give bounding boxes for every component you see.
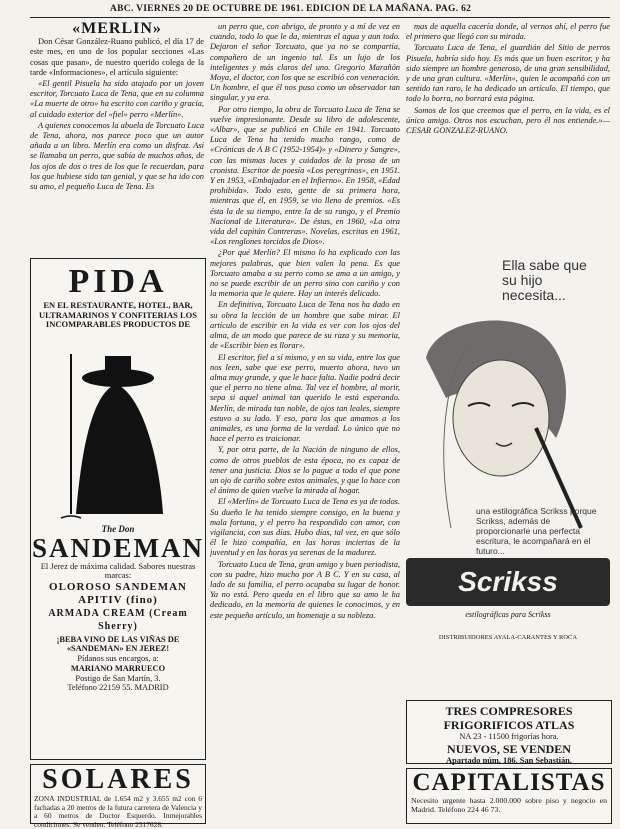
compresores-ad [406,700,612,764]
sandeman-orders: Pídanos sus encargos, a: [77,654,159,664]
capitalistas-text: Necesito urgente hasta 2.000.000 sobre piso y negocio en Madrid. Teléfono 224 46 73. [411,796,607,814]
article-column-3 [406,22,610,250]
solares-text: ZONA INDUSTRIAL de 1.654 m2 y 3.655 m2 con 6 fachadas a 20 metros de la futura carretera de Valencia y a 60 metros de Doctor Esquerdo. Inmejorables condiciones. Se venden. Teléfono 2517628. [34,794,202,829]
article-paragraph: El escritor, fiel a sí mismo, y en su vida, entre los que nos leen, sabe que ese perro, muerto ahora, tuvo un alma muy grande, y que le hace falta. Nadie podrá decir que el perro no tiene alma. Tal vez el hombre, al morir, sepa si aquel animal tan querido le está esperando. Merlín, de mirada tan noble, de ojos tan leales, siempre estuvo a su lado. Y eso, para los que amamos a los animales, es una forma de la verdad. Lo único que no hace el perro es traicionar. [210,352,400,444]
capitalistas-ad [406,768,612,824]
article-paragraph: Don César González-Ruano publicó, el día 17 de este mes, en uno de los popular secciones «Las cosas que pasan», de nuestro querido colega de la tarde «Informaciones», el artículo siguiente: [30,37,204,77]
compresores-detail: NA 23 - 11500 frigorías hora. [459,732,559,741]
capitalistas-title: CAPITALISTAS [412,769,606,796]
scrikss-ad [406,258,610,694]
article-paragraph: un perro que, con abrigo, de pronto y a mí de vez en cuando, todo lo que le da, mientras el agua y aun todo. Dejaron el señor Torcuato, que ya no se compartía, compañero de un ingenio tal. Es un lujo de los inteligentes y más claros del uno. Gregorio Marañón Moya, el doctor, con los que se escribió con veneración. Un hombre, el que él nos puso como un observador tan singular, y ya era. [210,22,400,103]
sandeman-ad [30,258,206,760]
article-paragraph: Somos de los que creemos que el perro, en la vida, es el único amigo. Otros nos escuchan, pero él nos entiende.»— CESAR GONZALEZ-RUANO. [406,105,610,136]
article-paragraph: Torcuato Luca de Tena, el guardián del Sitio de perros Pisuela, habría sido hoy. Es más que un buen escritor, y ha sido siempre un hombre generoso, de una gran sensibilidad, y de una gran cultura. «Merlín», quien le acompañó con un sentido tan raro, le ha dedicado un artículo. El tiempo, que todo lo borra, no borrará esta página. [406,43,610,104]
sandeman-brand: SANDEMAN [31,532,204,563]
article-paragraph: El «Merlín» de Torcuato Luca de Tena es ya de todos. Su dueño le ha tenido siempre consigo, en la buena y mala fortuna, y el perro ha respondido con amor, con vigilancia, con sus días. Hubo días, tal vez, en que sólo él le hizo compañía, en las horas inciertas de la juventud y en las horas ya serenas de la madurez. [210,497,400,558]
sandeman-mark: OLOROSO SANDEMAN [49,580,187,593]
sandeman-agent: MARIANO MARRUECO [70,663,166,673]
article-paragraph: mas de aquella cacería donde, al vernos ahí, el perro fue el primero que llegó con su mirada. [406,22,610,42]
article-paragraph: ¿Por qué Merlín? El mismo lo ha explicado con las mejores palabras, que bien valen la pena. Es que Torcuato amaba a su perro como se ama a un amigo, y no se puede escribir de un perro sino con cariño y con la memoria que le quiere. Hay un interés delicado. [210,248,400,299]
sandeman-logo-caption: The Don [101,523,135,534]
sandeman-mark: APITIV (fino) [78,593,158,606]
scrikss-logo: Scrikss [406,558,610,606]
compresores-sale: NUEVOS, SE VENDEN [447,741,571,756]
scrikss-distributors: DISTRIBUIDORES AYALA-CARANTES Y ROCA [438,634,578,641]
scrikss-slogan: estilográficas para Scrikss [465,610,551,619]
scrikss-tagline: una estilográfica Scrikss porque Scrikss, además de proporcionarle una perfecta escritura, le acompañará en el futuro... [476,506,597,556]
page-header: ABC. VIERNES 20 DE OCTUBRE DE 1961. EDICION DE LA MAÑANA. PAG. 62 [110,4,472,14]
article-paragraph: Por otro tiempo, la obra de Torcuato Luca de Tena se vuelve impresionante. Desde su libro de adolescente, «Albar», que se publicó en Chile en 1941. Torcuato Luca de Tena ha tenido mucho rango, como de «Crónicas de A B C (1952-1954)» y «Dinero y Sangre», con las mismas luces y cuidados de la prosa de un cronista. Escritor de poesía «Los peregrinos», en 1951. Y en 1953, «Embajador en el Infierno». En 1958, «Edad prohibida». Todo esto, gente de su primera hora, mientras que él, en 1959, se vio lleno de premios. «Es ésta la de su tiempo, entre la de su rango, y el Premio Nacional de Literatura». De éstas, en 1960, «La otra vida del capitán Contreras». Novelas, escritas en 1961, «Los renglones torcidos de Dios». [210,104,400,247]
header-rule [30,17,610,18]
compresores-title: TRES COMPRESORES FRIGORIFICOS ATLAS [443,704,575,732]
sandeman-address: Postigo de San Martín, 3. [75,673,161,683]
article-paragraph: Torcuato Luca de Tena, gran amigo y buen periodista, con su padre, hizo mucho por A B C. Y en su casa, al lado de su familia, el perro ocupaba su lugar de honor. Ya no está. Pero queda en el libro que su amo le ha dedicado, en la memoria de quienes le conocimos, y en este pequeño artículo, un homenaje a su nobleza. [210,559,400,620]
article-title: «MERLIN» [72,22,162,37]
scrikss-headline: Ella sabe que su hijo necesita... [502,258,587,303]
article-column-1 [30,22,204,250]
solares-ad [30,764,206,829]
article-paragraph: Y, por otra parte, de la Nación de ninguno de ellos, como de otros pueblos de esta época, no es capaz de tener una justicia. Dios se lo pague a todo el que pone un ojo de cariño sobre estos animales, y que lo hace con el ánimo de quien vuelve la mirada al hogar. [210,445,400,496]
sandeman-don-figure-icon [31,334,205,524]
pida-intro: EN EL RESTAURANTE, HOTEL, BAR, ULTRAMARINOS Y CONFITERIAS LOS INCOMPARABLES PRODUCTOS DE [39,300,197,329]
compresores-apartado: Apartado núm. 186. San Sebastián. [446,755,572,765]
sandeman-phone: Teléfono 22159 55. MADRID [67,683,169,693]
article-paragraph: «El gentil Pisuela ha sido atajado por un joven escritor, Torcuato Luca de Tena, que en su columna «La muerte de otro» ha escrito con cariño y gracia, al cuidado exterior del «fiel» perro «Merlín». [30,79,204,119]
solares-title: SOLARES [42,764,194,795]
article-column-2 [210,22,400,822]
mother-portrait-icon [406,298,610,538]
article-paragraph: En definitiva, Torcuato Luca de Tena nos ha dado en su obra la lección de un hombre que sabe mirar. El artículo de escribir en la vida es ver con los ojos del alma, de un modo que parece de su raza y su memoria, de «Escribir bien es llorar». [210,300,400,351]
sandeman-closing: ¡BEBA VINO DE LAS VIÑAS DE «SANDEMAN» EN JEREZ! [56,634,180,654]
article-paragraph: A quienes conocemos la abuela de Torcuato Luca de Tena, ahora, nos parece poco que un autor añada a un libro. Merlín era como un disfraz. Así se llamaba un perro, que sabía de muchos años, de los ojos de dos o tres de los que le recuerdan, para los que hubiese sido tan genial, y que se ha ido con su amo, el pequeño Luca de Tena. Es [30,120,204,192]
sandeman-subtitle: El Jerez de máxima calidad. Sabores nuestras marcas: [40,560,196,580]
sandeman-mark: ARMADA CREAM (Cream Sherry) [48,607,188,632]
pida-heading: PIDA [68,263,168,300]
